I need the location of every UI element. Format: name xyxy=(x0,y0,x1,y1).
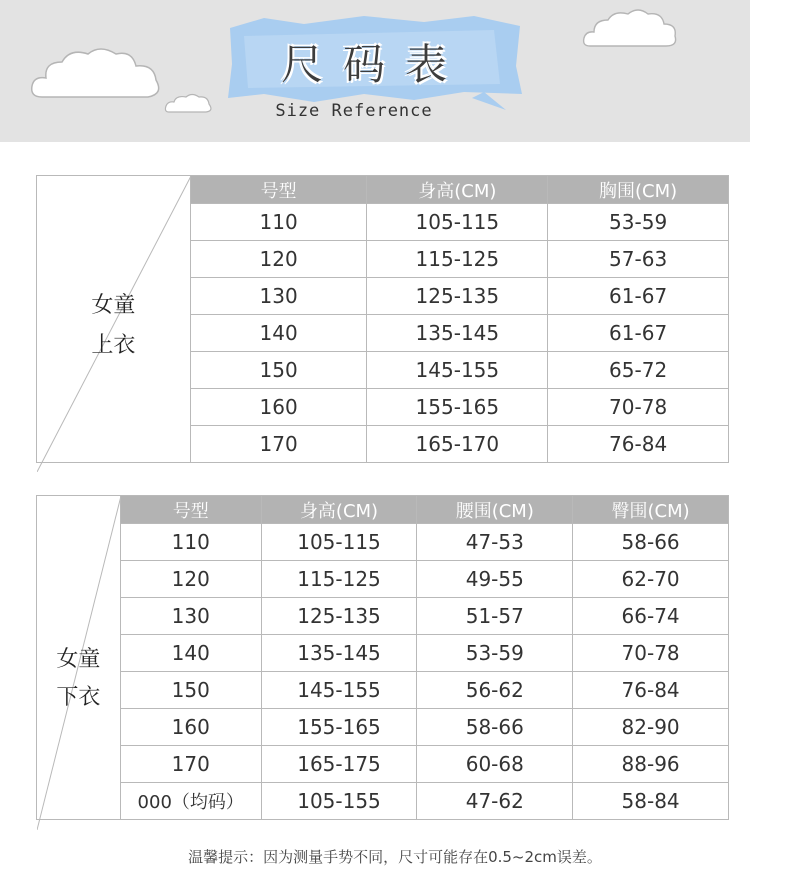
cell-waist: 51-57 xyxy=(417,598,573,635)
cell-size: 160 xyxy=(190,389,367,426)
header-banner xyxy=(0,0,750,142)
col-header-size: 号型 xyxy=(190,176,367,204)
cell-size: 110 xyxy=(120,524,261,561)
cell-height: 165-170 xyxy=(367,426,548,463)
col-header-chest: 胸围(CM) xyxy=(548,176,729,204)
tops-category-label-2: 上衣 xyxy=(91,333,136,358)
cell-chest: 65-72 xyxy=(548,352,729,389)
cell-size: 170 xyxy=(190,426,367,463)
cell-chest: 57-63 xyxy=(548,241,729,278)
cell-chest: 53-59 xyxy=(548,204,729,241)
cell-waist: 58-66 xyxy=(417,709,573,746)
table-row xyxy=(37,672,729,709)
cell-waist: 53-59 xyxy=(417,635,573,672)
bottoms-category-label-1: 女童 xyxy=(56,647,101,672)
cell-hip: 58-84 xyxy=(573,783,729,820)
page-subtitle: Size Reference xyxy=(275,101,433,121)
title-badge xyxy=(224,14,524,98)
cell-waist: 56-62 xyxy=(417,672,573,709)
page-title: 尺码表 xyxy=(280,40,467,89)
cell-size: 160 xyxy=(120,709,261,746)
table-row xyxy=(37,746,729,783)
cell-hip: 70-78 xyxy=(573,635,729,672)
cell-waist: 49-55 xyxy=(417,561,573,598)
cell-size: 130 xyxy=(190,278,367,315)
table-row xyxy=(37,561,729,598)
cell-waist: 60-68 xyxy=(417,746,573,783)
cell-height: 135-145 xyxy=(261,635,417,672)
cell-size: 110 xyxy=(190,204,367,241)
col-header-height: 身高(CM) xyxy=(367,176,548,204)
bottoms-category-label-2: 下衣 xyxy=(56,685,101,710)
cell-height: 165-175 xyxy=(261,746,417,783)
cell-hip: 88-96 xyxy=(573,746,729,783)
cell-height: 155-165 xyxy=(261,709,417,746)
cell-height: 145-155 xyxy=(367,352,548,389)
cell-height: 125-135 xyxy=(261,598,417,635)
cell-height: 115-125 xyxy=(261,561,417,598)
bottoms-size-table xyxy=(36,495,729,820)
cell-size: 150 xyxy=(190,352,367,389)
cell-size: 120 xyxy=(120,561,261,598)
cell-hip: 58-66 xyxy=(573,524,729,561)
cell-height: 115-125 xyxy=(367,241,548,278)
cell-height: 155-165 xyxy=(367,389,548,426)
cell-hip: 62-70 xyxy=(573,561,729,598)
cell-chest: 70-78 xyxy=(548,389,729,426)
cloud-right-icon xyxy=(582,6,678,50)
cell-height: 125-135 xyxy=(367,278,548,315)
cell-hip: 76-84 xyxy=(573,672,729,709)
cell-chest: 61-67 xyxy=(548,315,729,352)
measurement-note: 温馨提示：因为测量手势不同，尺寸可能存在0.5~2cm误差。 xyxy=(188,848,602,866)
table-row xyxy=(37,598,729,635)
col-header-hip: 臀围(CM) xyxy=(573,496,729,524)
cell-waist: 47-53 xyxy=(417,524,573,561)
table-row xyxy=(37,524,729,561)
cell-height: 105-115 xyxy=(367,204,548,241)
cell-hip: 66-74 xyxy=(573,598,729,635)
table-row xyxy=(37,635,729,672)
cell-size: 150 xyxy=(120,672,261,709)
cell-waist: 47-62 xyxy=(417,783,573,820)
cloud-left-icon xyxy=(30,42,165,104)
cell-size: 140 xyxy=(190,315,367,352)
tops-category-cell xyxy=(37,176,191,463)
cell-height: 145-155 xyxy=(261,672,417,709)
cell-hip: 82-90 xyxy=(573,709,729,746)
table-row xyxy=(37,709,729,746)
tops-size-table xyxy=(36,175,729,463)
cell-size: 120 xyxy=(190,241,367,278)
cell-size: 000（均码） xyxy=(120,783,261,820)
cell-size: 140 xyxy=(120,635,261,672)
bottoms-category-cell xyxy=(37,496,121,820)
table-row xyxy=(37,783,729,820)
cell-height: 105-155 xyxy=(261,783,417,820)
cell-size: 170 xyxy=(120,746,261,783)
cell-chest: 76-84 xyxy=(548,426,729,463)
cell-height: 105-115 xyxy=(261,524,417,561)
cloud-small-icon xyxy=(164,92,214,116)
tops-category-label-1: 女童 xyxy=(91,293,136,318)
cell-height: 135-145 xyxy=(367,315,548,352)
cell-size: 130 xyxy=(120,598,261,635)
cell-chest: 61-67 xyxy=(548,278,729,315)
col-header-size: 号型 xyxy=(120,496,261,524)
col-header-waist: 腰围(CM) xyxy=(417,496,573,524)
col-header-height: 身高(CM) xyxy=(261,496,417,524)
